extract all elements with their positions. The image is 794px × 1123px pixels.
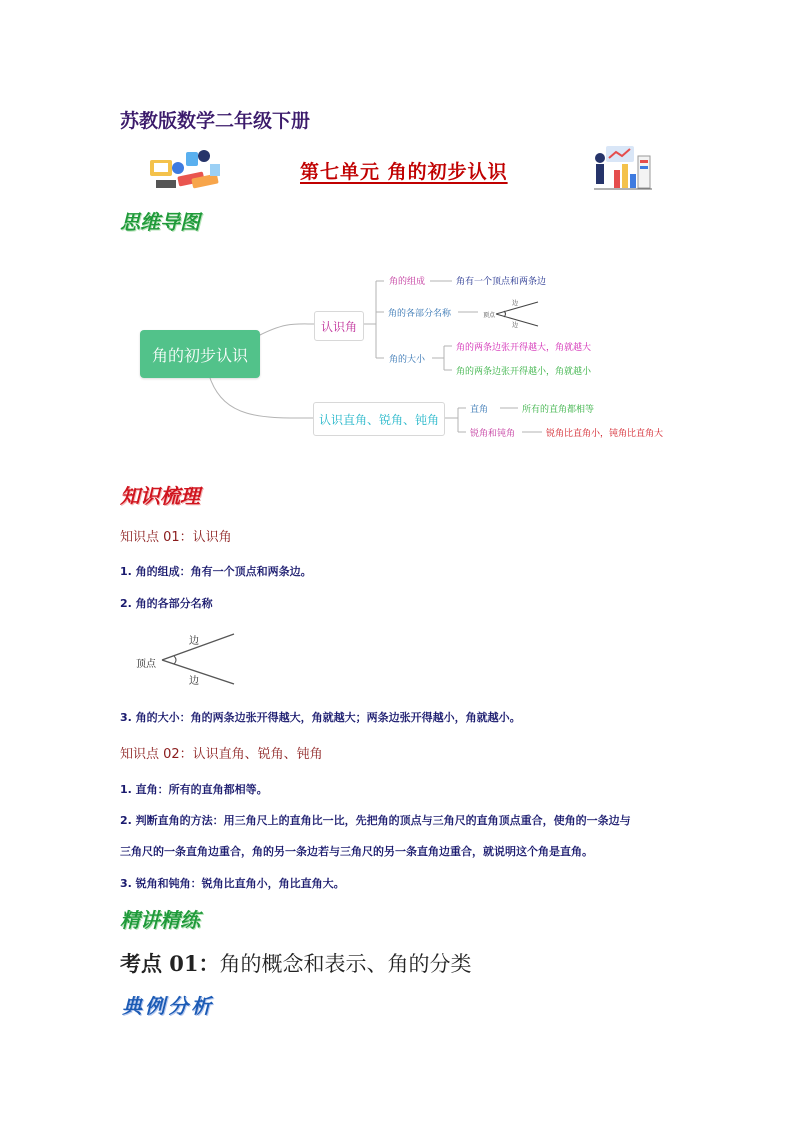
unit-title: 第七单元 角的初步认识 — [300, 161, 508, 183]
kp1-item-size: 3. 角的大小：角的两条边张开得越大，角就越大；两条边张开得越小，角就越小。 — [120, 711, 521, 724]
branch-node-angle-types: 认识直角、锐角、钝角 — [313, 402, 445, 436]
mm-diagram-vertex: 顶点 — [483, 312, 496, 319]
kp2-item-method-line2: 三角尺的一条直角边重合，角的另一条边若与三角尺的另一条直角边重合，就说明这个角是直角。 — [120, 845, 593, 858]
kaodian-text: 角的概念和表示、角的分类 — [219, 952, 472, 976]
leaf-composition: 角有一个顶点和两条边 — [456, 277, 547, 287]
leaf-size-larger: 角的两条边张开得越大，角就越大 — [456, 343, 592, 353]
kaodian-title — [120, 948, 472, 978]
knowledge-point-2-title: 知识点 02：认识直角、锐角、钝角 — [120, 747, 323, 762]
mind-map-heading: 思维导图 — [120, 210, 200, 234]
kp1-item-composition: 1. 角的组成：角有一个顶点和两条边。 — [120, 565, 312, 578]
knowledge-heading: 知识梳理 — [120, 484, 200, 508]
mm-diagram-edge-bottom: 边 — [512, 322, 519, 329]
mm-diagram-edge-top: 边 — [512, 300, 519, 307]
diagram-vertex-label: 顶点 — [136, 659, 156, 670]
leaf-acute-obtuse: 锐角比直角小，钝角比直角大 — [546, 429, 664, 439]
diagram-edge-bottom-label: 边 — [189, 676, 199, 687]
kaodian-prefix: 考点 01： — [120, 951, 220, 976]
example-heading: 典例分析 — [122, 994, 214, 1018]
diagram-edge-top-label: 边 — [189, 636, 199, 647]
kp2-item-method-line1: 2. 判断直角的方法：用三角尺上的直角比一比，先把角的顶点与三角尺的直角顶点重合，使角的一条边与 — [120, 814, 631, 827]
node-acute-obtuse: 锐角和钝角 — [470, 429, 516, 439]
node-right-angle: 直角 — [470, 405, 489, 415]
kp1-item-parts: 2. 角的各部分名称 — [120, 597, 213, 610]
kp2-item-acute-obtuse: 3. 锐角和钝角：锐角比直角小，角比直角大。 — [120, 877, 345, 890]
leaf-size-smaller: 角的两条边张开得越小，角就越小 — [456, 367, 592, 377]
book-title: 苏教版数学二年级下册 — [120, 110, 311, 132]
node-angle-size: 角的大小 — [389, 355, 426, 365]
mind-map-central-node: 角的初步认识 — [140, 330, 260, 378]
kp2-item-right-angle: 1. 直角：所有的直角都相等。 — [120, 783, 268, 796]
branch-node-recognize-angle: 认识角 — [314, 311, 364, 341]
knowledge-point-1-title: 知识点 01：认识角 — [120, 530, 232, 545]
practice-heading: 精讲精练 — [120, 908, 200, 932]
node-angle-parts: 角的各部分名称 — [388, 309, 452, 319]
leaf-right-angle: 所有的直角都相等 — [522, 405, 595, 415]
node-angle-composition: 角的组成 — [389, 277, 426, 287]
